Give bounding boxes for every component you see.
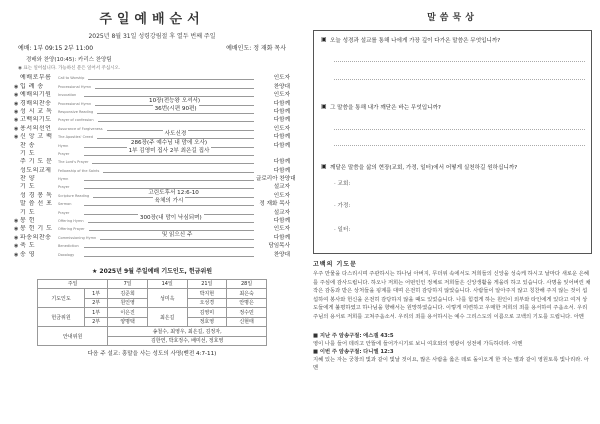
duty-cell: 신현태 [227,317,267,327]
duty-header: 14일 [147,279,187,289]
stand-mark: ◉ [14,100,19,107]
list-item [14,166,290,174]
order-name: 파송의찬송 [20,233,52,241]
checkbox-icon: ▣ [321,36,327,43]
duty-cell: 이은진 [108,308,148,318]
part-label: 2부 [85,317,108,327]
question-text: 그 말씀을 통해 내가 깨닫은 바는 무엇입니까? [330,105,441,111]
order-leader: 다함께 [273,134,290,141]
order-name: 예배로부름 [20,74,52,82]
order-eng: Scripture Reading [58,193,90,198]
sub-church: · 교회: [334,181,351,187]
order-name: 입 례 송 [20,82,44,90]
order-eng: Prayer of confession [58,118,94,123]
order-eng: Offering Prayer [58,227,85,232]
order-eng: Fellowship of the Saints [58,168,100,173]
stand-mark: ◉ [14,83,19,90]
order-name: 말 씀 선 포 [20,200,53,208]
order-name: 용서의선언 [20,124,52,132]
duty-cell: 최은숙 [227,289,267,299]
table-row [38,327,267,337]
this-week-verse: 다니엘 12:3 [363,348,394,355]
list-item [14,116,290,124]
question-3 [321,163,517,171]
order-leader: 다함께 [273,108,290,115]
dotted-leader [103,172,254,173]
order-name: 기 도 [20,183,35,191]
order-leader: 다함께 [273,159,290,166]
order-content: 300장(내 맘이 낙심되며) [139,215,202,222]
row-label: 헌금위원 [38,308,85,327]
list-item [14,250,290,258]
order-name: 기 도 [20,149,35,157]
stand-mark: ◉ [14,226,19,233]
stand-mark: ◉ [14,92,19,99]
order-eng: Prayer [58,151,70,156]
list-item [14,242,290,250]
last-week-label: ■ 지난 주 암송구절: [313,332,362,339]
order-eng: The Lord's Prayer [58,160,89,165]
stand-mark: ◉ [14,243,19,250]
this-week-label: ■ 이번 주 암송구절: [313,348,362,355]
this-week-text: 지혜 있는 자는 궁창의 빛과 같이 빛날 것이요, 많은 사람을 옳은 데로 돌이오게 한 자는 별과 같이 영원토록 빛나리라. 아멘 [313,356,589,371]
dotted-leader [84,247,254,248]
dotted-leader [84,197,254,206]
order-leader: 인도자 [273,192,290,199]
order-leader: 다함께 [273,100,290,107]
duty-header-row [38,279,267,289]
order-eng: Prayer [58,185,70,190]
memory-verses [313,332,592,372]
praise-line: 경배와 찬양(10:45): 카리스 찬양팀 [26,57,112,63]
stand-mark: ◉ [14,251,19,258]
list-item [14,74,290,82]
question-box [313,30,592,254]
duty-cell: 김한연, 박호정수, 배미선, 정호영 [108,336,267,346]
duty-cell: 정호영 [187,317,227,327]
order-eng: Responsive Reading [58,109,94,114]
order-content: 육체의 가시 [154,198,184,205]
stand-mark: ◉ [14,218,19,225]
duty-cell: 원인영 [108,298,148,308]
order-eng: Call to Worship [58,76,85,81]
date-line: 2025년 8월 31일 성령강림절 후 열두 번째 주일 [88,33,216,40]
prayer-text: 우주 만물을 다스리시며 주관하시는 하나님 아버지, 무더위 속에서도 저희들의 신앙을 성숙케 하시고 날마다 새로운 은혜를 주심에 감사드립니다. 하오나 저희는 어떤인인 정체로 저희들은 신앙생활을 게을리 하고 있습니다. 사명을 잊어버린 채 작은 감동과 받은 상처들을 핑계를 대며 은전히 감당하지 않았습니다. 사람들이 알아주지 않고 칭찬해 주지 않는 것이 섭섭하여 봉사와 헌신을 온전히 감당하지 않을 때도 있었습니다. 나를 힘겹게 하는 원인이 외부와 타인에게 있다고 여겨 상도들에게 불평하였고 하나님을 향해서는 원망하였습니다. 이렇게 미련하고 우매한 저희의 죄를 용서하여 주옵소서. 우리 주님의 용서로 저희를 고쳐주옵소서. 우리의 죄를 용서하시는 예수 그리스도의 이름으로 고백의 기도를 드립니다. 아멘 [313,271,591,320]
list-item [14,82,290,90]
order-leader: 다함께 [273,218,290,225]
order-content: 고린도후서 12:6-10 [148,189,199,196]
order-eng: Hymn [58,177,69,182]
order-content: 286장(주 예수님 내 맘에 오사) [130,139,208,146]
next-sermon-line: 다음 주 설교: 흥말을 사는 성도의 사명(벧전 4:7-11) [87,351,217,358]
dotted-leader [88,79,254,80]
part-label: 2부 [85,298,108,308]
standing-note: ◉ 표는 일어섭니다. 가능하신 분은 일어서 주십시오. [18,66,121,71]
duty-cell: 양명택 [108,317,148,327]
dotted-leader [84,147,254,156]
order-content: 36번(시편 90편) [154,105,197,112]
dotted-leader [84,256,254,257]
worship-times: 예배: 1부 09:15 2부 11:00 [18,45,94,52]
page-title: 주일예배순서 [99,12,205,27]
dotted-leader [97,105,254,114]
order-content: 10장(전능왕 오셔서) [149,97,201,104]
order-eng: Offering Hymn [58,219,84,224]
order-eng: Assurance of Forgiveness [58,126,103,131]
duty-cell: 김영미 [187,308,227,318]
worship-info [14,43,290,52]
duty-title: ★ 2025년 9월 주일예배 기도인도, 헌금위원 [91,267,213,275]
stand-mark: ◉ [14,117,19,124]
meditation-panel [303,0,600,424]
duty-header: 7일 [108,279,148,289]
stand-mark: ◉ [14,108,19,115]
duty-header: 28일 [227,279,267,289]
order-name: 성 경 봉 독 [20,191,53,199]
duty-cell: 최은길 [147,308,187,327]
dotted-leader [88,214,254,223]
order-name: 찬 송 [20,141,35,149]
order-leader: 설교자 [273,209,290,216]
list-item [14,147,290,158]
checkbox-icon: ▣ [321,103,327,110]
order-name: 고백의기도 [20,116,52,124]
order-eng: Commissioning Hymn [58,235,97,240]
order-eng: Processional Hymn [58,84,92,89]
order-leader: 찬양대 [273,83,290,90]
prayer-title: 고백의 기도문 [313,261,357,268]
order-leader: 글로리아 찬양대 [256,176,296,183]
order-leader: 다함께 [273,142,290,149]
order-name: 주 기 도 문 [20,158,53,166]
order-leader: 인도자 [273,226,290,233]
order-leader: 담임목사 [268,243,290,250]
duty-cell: 김준희 [108,289,148,299]
dotted-leader [92,163,254,164]
order-eng: Doxology [58,252,75,257]
order-eng: Invocation [58,93,77,98]
order-name: 찬 양 [20,175,35,183]
stand-mark: ◉ [14,134,19,141]
order-leader: 인도자 [273,125,290,132]
duty-table [37,279,267,347]
duty-cell: 정수민 [227,308,267,318]
duty-cell: 성미옥 [147,289,187,308]
order-name: 송 영 [20,250,35,258]
order-eng: The Apostles' Creed [58,135,93,140]
question-text: 오늘 성경과 설교를 통해 나에게 가장 깊이 다가온 말씀은 무엇입니까? [330,38,501,44]
this-week-line [313,348,592,356]
stand-mark: ◉ [14,125,19,132]
duty-cell: 오성경 [187,298,227,308]
dotted-leader [100,231,254,240]
order-name: 봉 헌 [20,217,35,225]
order-name: 축 도 [20,242,35,250]
order-leader: 정 재화 목사 [259,201,290,208]
order-list [14,74,296,259]
table-row [38,308,267,318]
order-name: 신 앙 고 백 [20,133,53,141]
order-eng: Benediction [58,244,79,249]
row-label: 기도인도 [38,289,85,308]
question-text: 깨달은 말씀을 삶의 현장(교회, 가정, 일터)에서 어떻게 실천하길 원하십니까? [330,165,518,171]
order-eng: Hymn [58,143,69,148]
order-content: 사도신경 [164,131,187,138]
duty-header: 21일 [187,279,227,289]
dotted-leader [84,180,254,181]
list-item [14,217,290,225]
checkbox-icon: ▣ [321,163,327,170]
sub-work: · 일터: [334,227,351,233]
question-1 [321,36,500,44]
order-leader: 인도자 [273,75,290,82]
list-item [14,175,296,183]
sub-home: · 가정: [334,203,351,209]
question-2 [321,103,441,111]
order-leader: 인도자 [273,92,290,99]
order-eng: Prayer [58,210,70,215]
table-row [38,289,267,299]
duty-cell: 안명은 [227,298,267,308]
order-leader: 다함께 [273,234,290,241]
duty-header: 주일 [38,279,108,289]
duty-cell: 박지현 [187,289,227,299]
order-content: 1부 김영미 집사 2부 최은길 집사 [128,147,210,154]
part-label: 1부 [85,308,108,318]
order-eng: Processional Hymn [58,101,92,106]
dotted-leader [95,88,254,89]
order-name: 경배의찬송 [20,99,52,107]
stand-mark: ◉ [14,234,19,241]
order-name: 성 시 교 독 [20,107,53,115]
order-name: 성도의교제 [20,166,52,174]
order-eng: Sermon [58,202,72,207]
order-leader: 다함께 [273,167,290,174]
order-leader: 찬양대 [273,251,290,258]
order-name: 예배의기원 [20,91,52,99]
order-content: 및 읽으신 주 [161,231,193,238]
last-week-verse: 에스겔 43:5 [363,332,394,339]
list-item [14,105,290,116]
last-week-line [313,332,592,340]
meditation-title: 말씀묵상 [427,13,478,23]
row-label: 안내위원 [38,327,108,346]
list-item [14,200,290,208]
last-week-text: 영이 나를 들어 데리고 안뜰에 들어가시기로 보니 여호와의 영광이 성전에 가득하더라. 아멘 [313,340,523,347]
order-name: 기 도 [20,208,35,216]
list-item [14,233,290,241]
order-name: 봉 헌 기 도 [20,225,53,233]
part-label: 1부 [85,289,108,299]
officiant: 예배인도: 정 재화 목사 [226,45,286,52]
order-leader: 설교자 [273,184,290,191]
duty-cell: 송철수, 최영우, 최은길, 김정자, [108,327,267,337]
order-leader: 다함께 [273,117,290,124]
dotted-leader [98,121,254,122]
list-item [14,158,290,166]
